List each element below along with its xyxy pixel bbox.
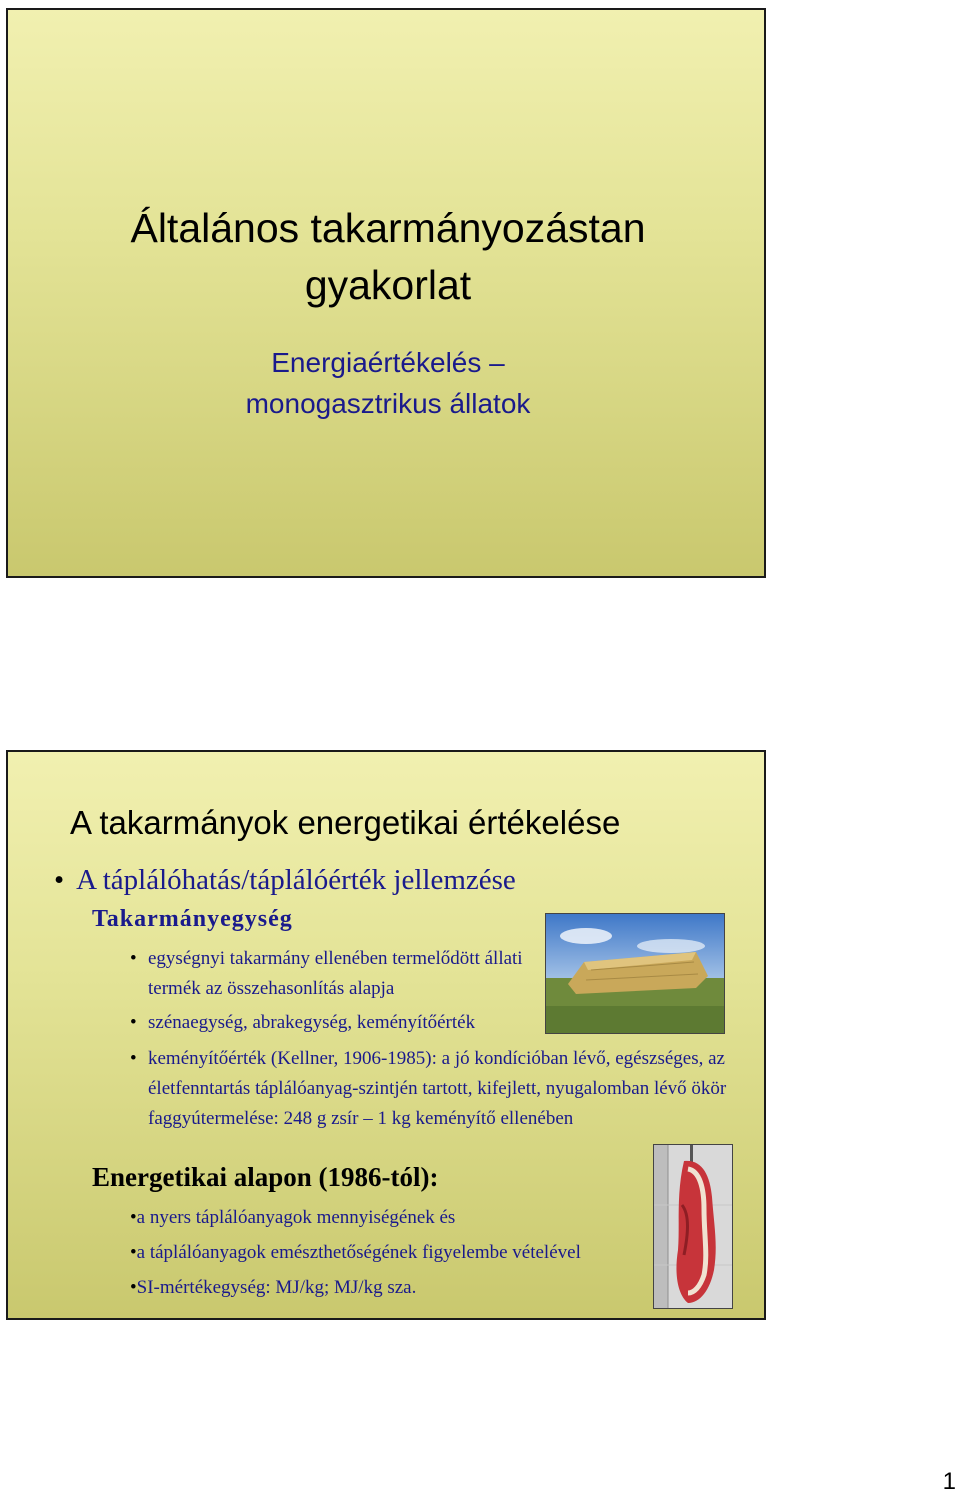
list-item-text: szénaegység, abrakegység, keményítőérték: [148, 1012, 476, 1033]
list-item-text: a nyers táplálóanyagok mennyiségének és: [136, 1207, 456, 1228]
heading-energy-basis: Energetikai alapon (1986-tól):: [92, 1162, 439, 1192]
list-item-text: keményítőérték (Kellner, 1906-1985): a jó kondícióban lévő, egészséges, az életfenntartás táplálóanyag-szintjén tartott, kifejlett, nyugalomban lévő ökör faggyútermelése: 248 g zsír – 1 kg keményítő ellenében: [148, 1048, 727, 1129]
bullet-icon: •: [130, 1012, 137, 1033]
carcass-image: [654, 1145, 732, 1308]
subtitle-line-2: monogasztrikus állatok: [245, 388, 531, 419]
list-item: [130, 944, 543, 1004]
title-line-1: Általános takarmányozástan: [130, 205, 646, 251]
bullet-icon: •: [130, 1048, 137, 1069]
main-bullet-text: A táplálóhatás/táplálóérték jellemzése: [76, 864, 516, 896]
hay-bales-image: [546, 914, 724, 1033]
beef-carcass-photo: [653, 1144, 733, 1309]
hay-bales-photo: [545, 913, 725, 1034]
slide-heading: A takarmányok energetikai értékelése: [70, 804, 621, 841]
list-item-text: egységnyi takarmány ellenében termelődött állati termék az összehasonlítás alapja: [148, 948, 523, 999]
list-item: [130, 1207, 455, 1229]
list-item-text: SI-mértékegység: MJ/kg; MJ/kg sza.: [136, 1277, 417, 1298]
slide-title-heading: [8, 200, 768, 314]
list-item: [130, 1044, 753, 1134]
list-item: [130, 1277, 416, 1299]
main-bullet: [54, 864, 516, 897]
title-line-2: gyakorlat: [304, 262, 472, 308]
list-item: [130, 1242, 581, 1264]
page-number: 1: [942, 1468, 956, 1495]
bullet-icon: •: [130, 1207, 137, 1228]
slide-subtitle: [8, 342, 768, 424]
bullet-icon: •: [130, 948, 137, 969]
bullet-icon: •: [130, 1242, 137, 1263]
bullet-icon: •: [54, 864, 65, 896]
slide-title: [6, 8, 766, 578]
list-item-text: a táplálóanyagok emészthetőségének figyelembe vételével: [136, 1242, 581, 1263]
heading-feed-unit: Takarmányegység: [92, 906, 293, 932]
subtitle-line-1: Energiaértékelés –: [271, 347, 505, 378]
list-item: [130, 1008, 543, 1038]
slide-energy-evaluation: [6, 750, 766, 1320]
bullet-icon: •: [130, 1277, 137, 1298]
